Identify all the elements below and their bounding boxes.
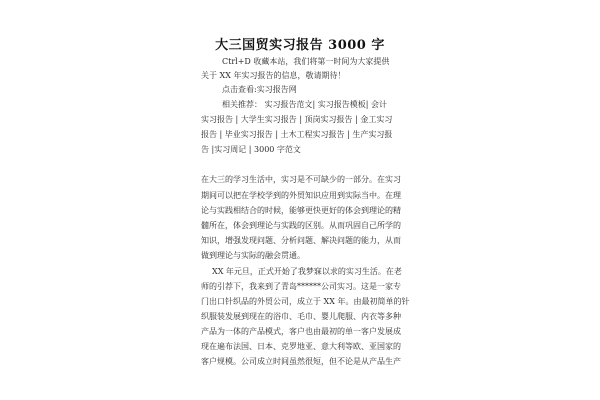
paragraph-2-line-7: 客户规模。公司成立时间虽然很短，但不论是从产品生产	[201, 357, 401, 366]
bookmark-notice-line-2: 关于 XX 年实习报告的信息，敬请期待！	[201, 71, 346, 80]
paragraph-1-line-5: 知识，增强发现问题、分析问题、解决问题的能力，从而	[201, 236, 401, 245]
document-title: 大三国贸实习报告 3000 字	[215, 38, 385, 53]
paragraph-2-line-4: 织服装发展到现在的浴巾、毛巾、婴儿爬服、内衣等多种	[201, 312, 401, 321]
paragraph-2-line-5: 产品为一体的产品模式，客户也由最初的单一客户发展成	[201, 327, 401, 336]
bookmark-notice-line-1: Ctrl+D 收藏本站，我们将第一时间为大家提供	[222, 57, 390, 66]
paragraph-1-line-4: 髓所在，体会到理论与实践的区别。从而巩固自己所学的	[201, 221, 401, 230]
paragraph-1-line-6: 做到理论与实际的融会贯通。	[201, 251, 305, 260]
paragraph-2-line-6: 现在遍布法国、日本、克罗地亚、意大利等欧、亚国家的	[201, 342, 401, 351]
view-link[interactable]: 点击查看:实习报告网	[222, 85, 297, 94]
paragraph-1-line-1: 在大三的学习生活中，实习是不可缺少的一部分。在实习	[201, 175, 401, 184]
related-links-line-1[interactable]: 相关推荐： 实习报告范文| 实习报告模板| 会计	[222, 100, 388, 109]
related-links-line-3[interactable]: 报告 | 毕业实习报告 | 土木工程实习报告 | 生产实习报	[201, 130, 393, 139]
paragraph-1-line-2: 期间可以把在学校学到的外贸知识应用到实际当中。在理	[201, 191, 401, 200]
related-links-line-4[interactable]: 告 |实习周记 | 3000 字范文	[201, 145, 301, 154]
paragraph-2-line-1: XX 年元旦，正式开始了我梦寐以求的实习生活。在老	[212, 267, 402, 276]
paragraph-2-line-2: 师的引荐下，我来到了青岛******公司实习。这是一家专	[201, 282, 401, 291]
related-links-line-2[interactable]: 实习报告 | 大学生实习报告 | 顶岗实习报告 | 金工实习	[201, 115, 393, 124]
paragraph-2-line-3: 门出口针织品的外贸公司，成立于 XX 年。由最初简单的针	[201, 297, 410, 306]
paragraph-1-line-3: 论与实践相结合的时候，能够更快更好的体会到理论的精	[201, 206, 401, 215]
